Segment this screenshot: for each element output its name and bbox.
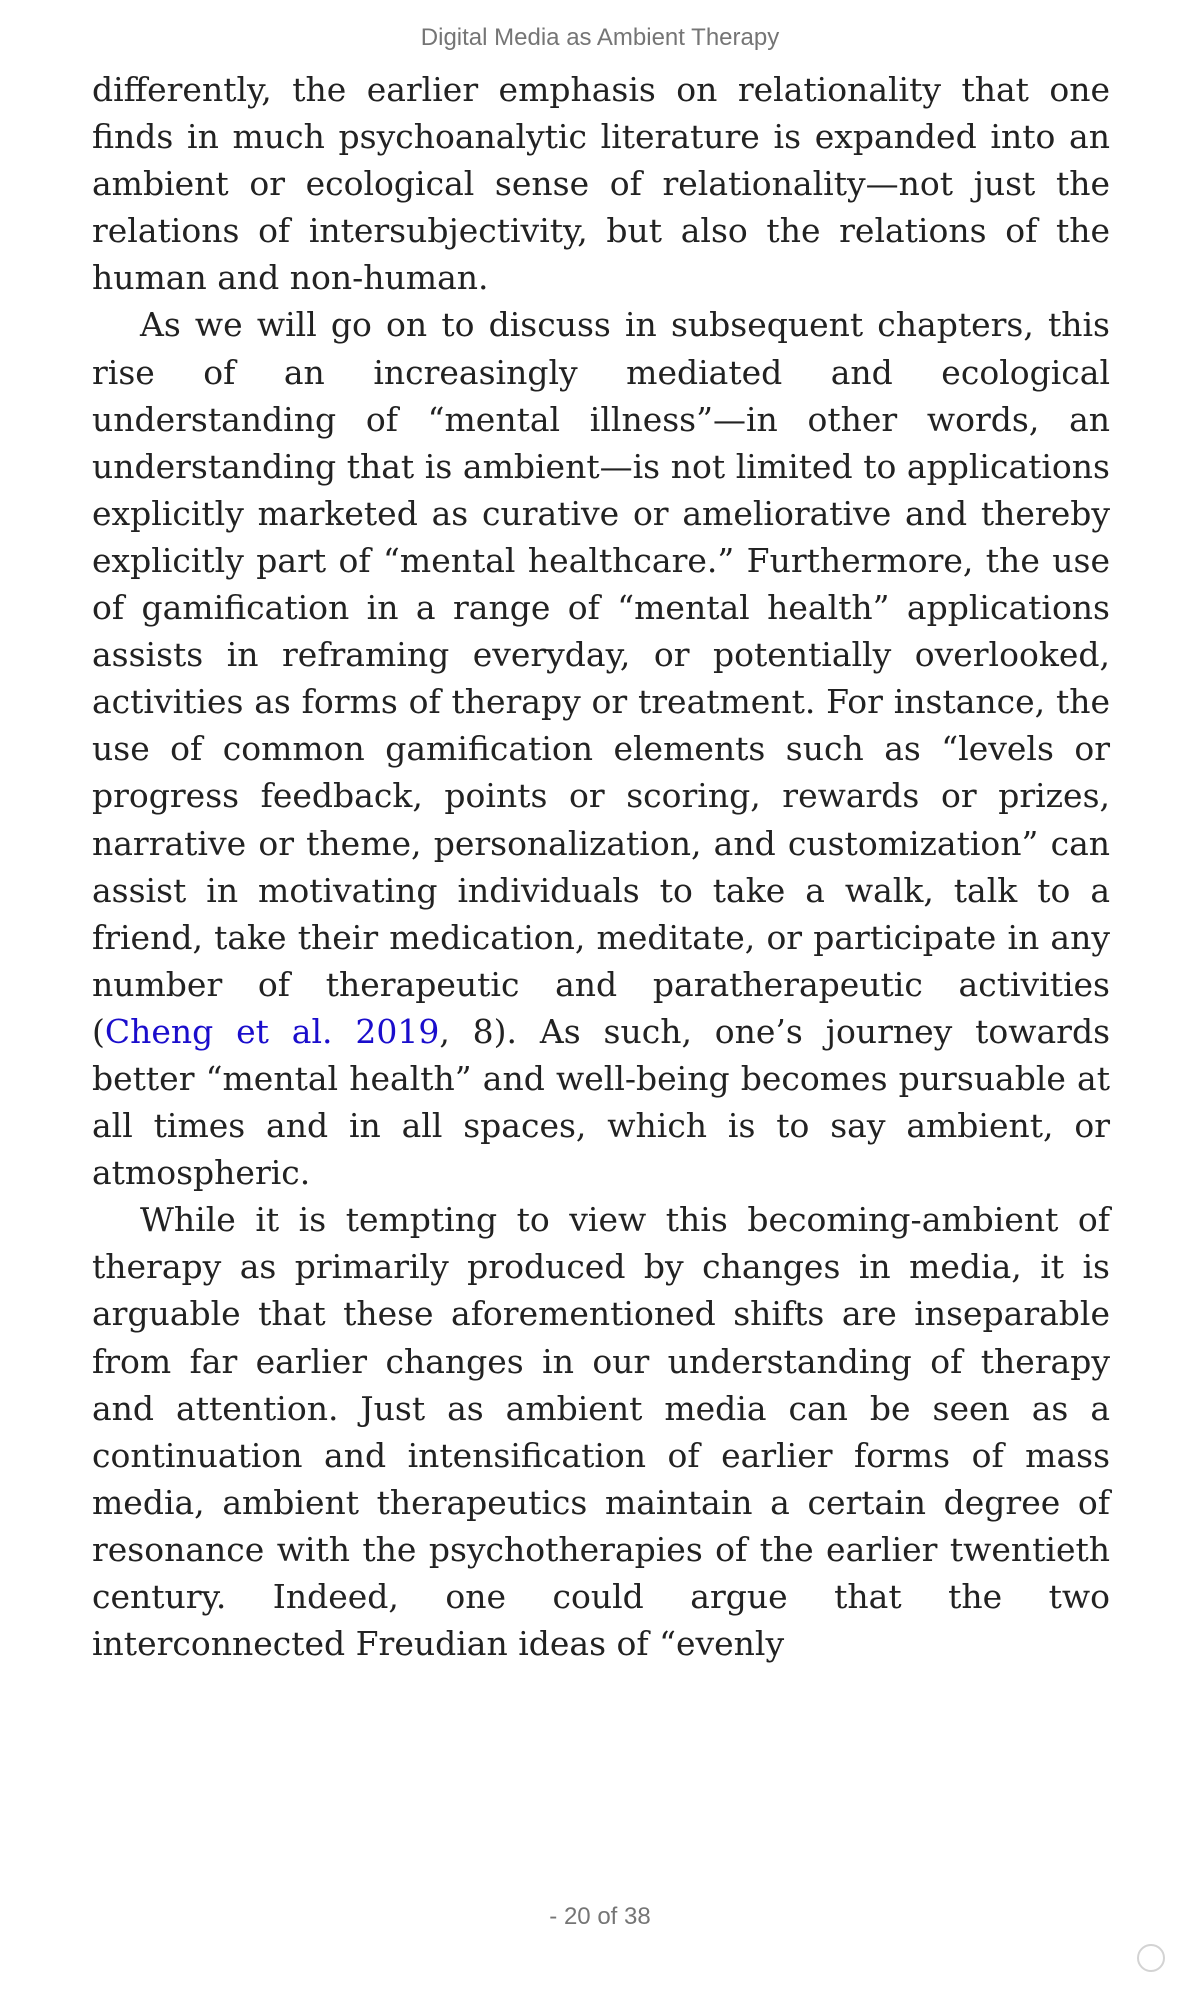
paragraph-2: [92, 301, 1110, 1196]
book-page-text: [92, 66, 1110, 1667]
paragraph-3: While it is tempting to view this becoming-ambient of therapy as primarily produced by changes in media, it is arguable that these aforementioned shifts are inseparable from far earlier changes in our understanding of therapy and attention. Just as ambient media can be seen as a continuation and intensification of earlier forms of mass media, ambient therapeutics maintain a certain degree of resonance with the psychotherapies of the earlier twentieth century. Indeed, one could argue that the two interconnected Freudian ideas of “evenly: [92, 1200, 1110, 1664]
page-counter: - 20 of 38: [549, 1903, 651, 1930]
running-header-title: Digital Media as Ambient Therapy: [420, 24, 780, 51]
circle-outline-icon[interactable]: [1137, 1944, 1165, 1972]
paragraph-2-text-before: As we will go on to discuss in subsequent chapters, this rise of an increasingly mediated and ecological understanding of “mental illness”—in other words, an understanding that is ambient—is not limited to applications explicitly marketed as curative or ameliorative and thereby explicitly part of “mental healthcare.” Furthermore, the use of gamification in a range of “mental health” applications assists in reframing everyday, or potentially overlooked, activities as forms of therapy or treatment. For instance, the use of common gamification elements such as “levels or progress feedback, points or scoring, rewards or prizes, narrative or theme, personalization, and customization” can assist in motivating individuals to take a walk, talk to a friend, take their medication, meditate, or participate in any number of therapeutic and paratherapeutic activities (: [92, 305, 1110, 1051]
paragraph-1: differently, the earlier emphasis on relationality that one finds in much psychoanalytic literature is expanded into an ambient or ecological sense of relationality—not just the relations of intersubjectivity, but also the relations of the human and non-human.: [92, 70, 1110, 298]
paragraph-2-text-after: , 8). As such, one’s journey towards better “mental health” and well-being becomes pursuable at all times and in all spaces, which is to say ambient, or atmospheric.: [92, 1011, 1111, 1193]
citation-link-cheng-2019[interactable]: Cheng et al. 2019: [104, 1011, 440, 1051]
